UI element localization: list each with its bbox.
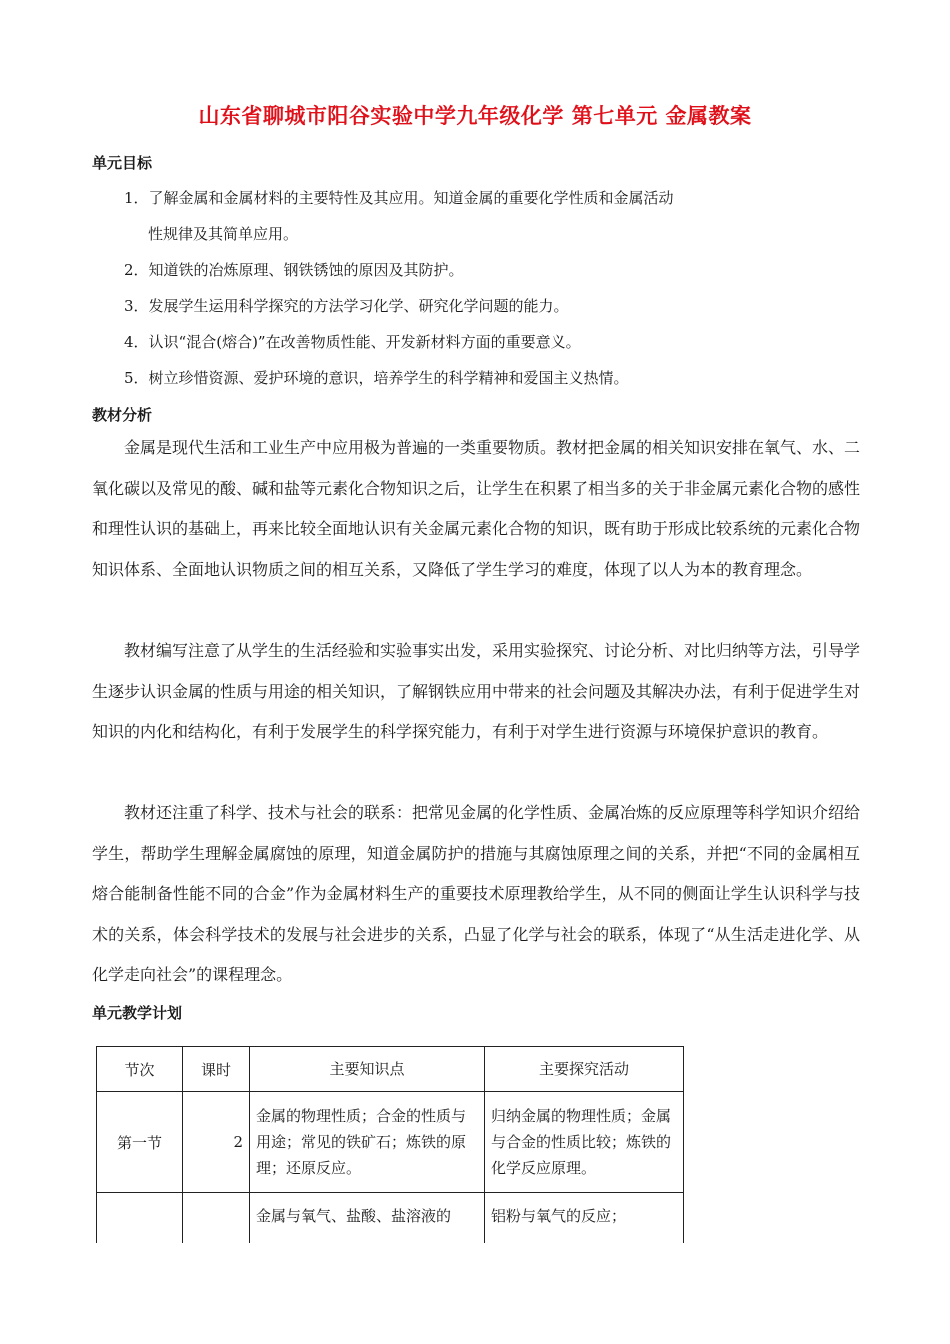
cell-hours	[183, 1193, 250, 1244]
goals-heading: 单元目标	[92, 154, 153, 172]
table-header-row	[97, 1047, 684, 1092]
cell-section: 第一节	[97, 1092, 183, 1193]
analysis-paragraph: 教材编写注意了从学生的生活经验和实验事实出发，采用实验探究、讨论分析、对比归纳等方法，引导学生逐步认识金属的性质与用途的相关知识，了解钢铁应用中带来的社会问题及其解决办法，有利于促进学生对知识的内化和结构化，有利于发展学生的科学探究能力，有利于对学生进行资源与环境保护意识的教育。	[92, 641, 861, 741]
teaching-plan-table	[96, 1046, 684, 1243]
goal-item: 3．发展学生运用科学探究的方法学习化学、研究化学问题的能力。	[124, 297, 569, 315]
document-title: 山东省聊城市阳谷实验中学九年级化学 第七单元 金属教案	[198, 104, 752, 128]
header-cell-hours: 课时	[183, 1047, 250, 1092]
plan-heading: 单元教学计划	[92, 1004, 183, 1022]
goal-item: 4．认识“混合(熔合)”在改善物质性能、开发新材料方面的重要意义。	[124, 333, 581, 351]
goal-item: 1．了解金属和金属材料的主要特性及其应用。知道金属的重要化学性质和金属活动	[124, 189, 674, 207]
cell-activities: 归纳金属的物理性质；金属与合金的性质比较；炼铁的化学反应原理。	[485, 1092, 684, 1193]
table-row	[97, 1193, 684, 1244]
cell-hours: 2	[183, 1092, 250, 1193]
header-cell-knowledge: 主要知识点	[250, 1047, 485, 1092]
cell-section	[97, 1193, 183, 1244]
analysis-heading: 教材分析	[92, 406, 153, 424]
header-cell-activities: 主要探究活动	[485, 1047, 684, 1092]
cell-knowledge: 金属与氧气、盐酸、盐溶液的	[250, 1193, 485, 1244]
header-cell-section: 节次	[97, 1047, 183, 1092]
table-row	[97, 1092, 684, 1193]
goal-item: 5．树立珍惜资源、爱护环境的意识，培养学生的科学精神和爱国主义热情。	[124, 369, 629, 387]
goal-item: 2．知道铁的冶炼原理、钢铁锈蚀的原因及其防护。	[124, 261, 464, 279]
cell-activities: 铝粉与氧气的反应；	[485, 1193, 684, 1244]
analysis-paragraph: 金属是现代生活和工业生产中应用极为普遍的一类重要物质。教材把金属的相关知识安排在氧气、水、二氧化碳以及常见的酸、碱和盐等元素化合物知识之后，让学生在积累了相当多的关于非金属元素化合物的感性和理性认识的基础上，再来比较全面地认识有关金属元素化合物的知识，既有助于形成比较系统的元素化合物知识体系、全面地认识物质之间的相互关系，又降低了学生学习的难度，体现了以人为本的教育理念。	[92, 438, 861, 579]
goal-item-continuation: 性规律及其简单应用。	[148, 225, 299, 243]
cell-knowledge: 金属的物理性质；合金的性质与用途；常见的铁矿石；炼铁的原理；还原反应。	[250, 1092, 485, 1193]
analysis-paragraph: 教材还注重了科学、技术与社会的联系：把常见金属的化学性质、金属冶炼的反应原理等科学知识介绍给学生，帮助学生理解金属腐蚀的原理，知道金属防护的措施与其腐蚀原理之间的关系，并把“不同的金属相互熔合能制备性能不同的合金”作为金属材料生产的重要技术原理教给学生，从不同的侧面让学生认识科学与技术的关系，体会科学技术的发展与社会进步的关系，凸显了化学与社会的联系，体现了“从生活走进化学、从化学走向社会”的课程理念。	[92, 803, 861, 984]
